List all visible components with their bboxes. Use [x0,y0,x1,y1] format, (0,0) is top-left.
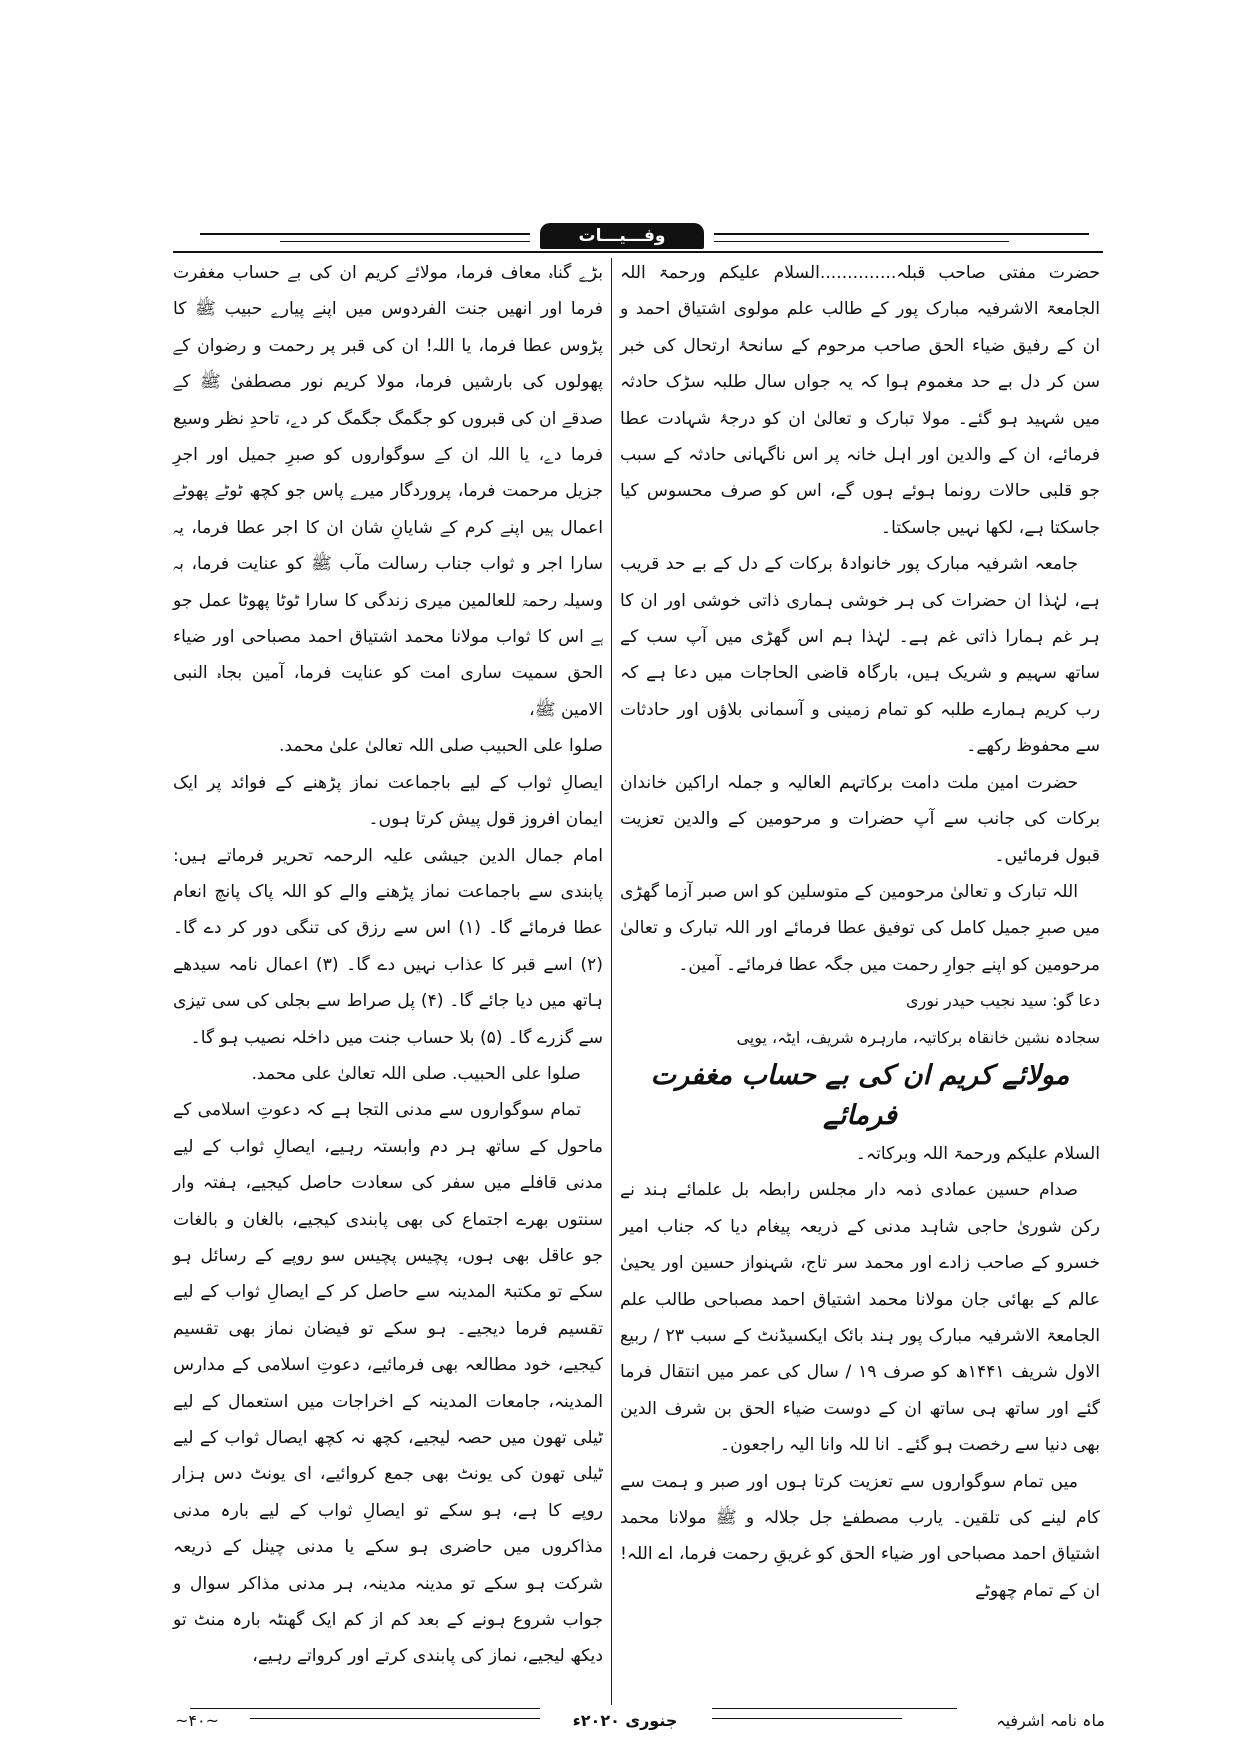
header-base-rule [173,251,1103,253]
header-rule-left-lower [280,241,530,242]
footer-rule-right-lower [712,1718,902,1719]
right-paragraph-7: میں تمام سوگواروں سے تعزیت کرتا ہوں اور صبر و ہمت سے کام لینے کی تلقین۔ یارب مصطفےٰ جل جلالہ و ﷺ مولانا محمد اشتیاق احمد مصباحی اور ضیاء الحق کو غریقِ رحمت فرما، اے اللہ! ان کے تمام چھوٹے [620,1471,1100,1601]
section-heading-banner: مولائے کریم ان کی بے حساب مغفرت فرمائے [650,1059,1070,1131]
footer-rule-left-lower [250,1718,540,1719]
footer-rule-right [712,1708,957,1709]
right-paragraph-1: حضرت مفتی صاحب قبلہ..............السلام علیکم ورحمۃ اللہ الجامعۃ الاشرفیہ مبارک پور کے طالب علم مولوی اشتیاق احمد و ان کے رفیق ضیاء الحق صاحب مرحوم کے سانحۂ ارتحال کی خبر سن کر دل بے حد مغموم ہوا کہ یہ جواں سال طلبہ سڑک حادثہ میں شہید ہو گئے۔ مولا تبارک و تعالیٰ ان کو درجۂ شہادت عطا فرمائے، ان کے والدین اور اہل خانہ پر اس ناگہانی حادثہ کے سبب جو قلبی حالات رونما ہوئے ہوں گے، اس کو صرف محسوس کیا جاسکتا ہے، لکھا نہیں جاسکتا۔ [620,263,1100,538]
header-rule-left [200,233,530,235]
footer-rule-left [190,1708,540,1709]
left-column [173,255,603,1675]
right-paragraph-4: اللہ تبارک و تعالیٰ مرحومین کے متوسلین کو اس صبر آزما گھڑی میں صبرِ جمیل کامل کی توفیق عطا فرمائے اور اللہ تبارک و تعالیٰ مرحومین کو اپنے جوارِ رحمت میں جگہ عطا فرمائے۔ آمین۔ [620,881,1100,975]
footer-issue-date: جنوری ۲۰۲۰ء [572,1711,678,1730]
left-paragraph-3: امام جمال الدین جیشی علیہ الرحمہ تحریر فرماتے ہیں: پابندی سے باجماعت نماز پڑھنے والے کو اللہ پاک پانچ انعام عطا فرمائے گا۔ (۱) اس سے رزق کی تنگی دور کر دے گا۔ (۲) اسے قبر کا عذاب نہیں دے گا۔ (۳) اعمال نامہ سیدھے ہاتھ میں دیا جائے گا۔ (۴) پل صراط سے بجلی کی سی تیزی سے گزرے گا۔ (۵) بلا حساب جنت میں داخلہ نصیب ہو گا۔ [173,845,603,1048]
section-title: وفـــیـــات [578,226,666,246]
left-durood-2: صلوا علی الحبیب. صلی اللہ تعالیٰ علی محمد. [251,1063,581,1084]
left-paragraph-1: بڑے گناہ معاف فرما، مولائے کریم ان کی بے حساب مغفرت فرما اور انھیں جنت الفردوس میں اپنے پیارے حبیب ﷺ کا پڑوس عطا فرما، یا اللہ! ان کی قبر پر رحمت و رضوان کے پھولوں کی بارشیں فرما، مولا کریم نور مصطفیٰ ﷺ کے صدقے ان کی قبروں کو جگمگ جگمگ کر دے، تاحدِ نظر وسیع فرما دے، یا اللہ ان کے سوگواروں کو صبرِ جمیل اور اجرِ جزیل مرحمت فرما، پروردگار میرے پاس جو کچھ ٹوٹے پھوٹے اعمال ہیں اپنے کرم کے شایانِ شان ان کا اجر عطا فرما، یہ سارا اجر و ثواب جناب رسالت مآب ﷺ کو عنایت فرما، بہ وسیلہ رحمۃ للعالمین میری زندگی کا سارا ٹوٹا پھوٹا عمل جو ہے اس کا ثواب مولانا محمد اشتیاق احمد مصباحی اور ضیاء الحق سمیت ساری امت کو عنایت فرما، آمین بجاہ النبی الامین ﷺ، [173,263,603,720]
page-number: ~۴۰~ [175,1711,219,1730]
left-paragraph-4: تمام سوگواروں سے مدنی التجا ہے کہ دعوتِ اسلامی کے ماحول کے ساتھ ہر دم وابستہ رہیے، ایصالِ ثواب کے لیے مدنی قافلے میں سفر کی سعادت حاصل کیجیے، ہفتہ وار سنتوں بھرے اجتماع کی بھی پابندی کیجیے، بالغان و بالغات جو عاقل بھی ہوں، پچیس پچیس سو روپے کے رسائل ہو سکے تو مکتبۃ المدینہ سے حاصل کر کے ایصالِ ثواب کے لیے تقسیم فرما دیجیے۔ ہو سکے تو فیضان نماز بھی تقسیم کیجیے، خود مطالعہ بھی فرمائیے، دعوتِ اسلامی کے مدارس المدینہ، جامعات المدینہ کے اخراجات میں استعمال کے لیے ٹیلی تھون میں حصہ لیجیے، کچھ نہ کچھ ایصال ثواب کے لیے ٹیلی تھون کی یونٹ بھی جمع کروائیے، ای یونٹ دس ہزار روپے کا ہے، ہو سکے تو ایصالِ ثواب کے لیے بارہ مدنی مذاکروں میں حاضری ہو سکے یا مدنی چینل کے ذریعہ شرکت ہو سکے تو مدینہ مدینہ، ہر مدنی مذاکر سوال و جواب شروع ہونے کے بعد کم از کم ایک گھنٹہ بارہ منٹ تو دیکھ لیجیے، نماز کی پابندی کرتے اور کرواتے رہیے، [173,1100,603,1667]
signature-name: دعا گو: سید نجیب حیدر نوری [905,991,1100,1011]
header-rule-right-lower [714,241,1009,242]
header-rule-right [714,233,1089,235]
footer-magazine-name: ماہ نامہ اشرفیہ [996,1711,1105,1730]
signature-title: سجادہ نشین خانقاہ برکاتیہ، مارہرہ شریف، ایٹہ، یوپی [736,1027,1100,1047]
right-paragraph-2: جامعہ اشرفیہ مبارک پور خانوادۂ برکات کے دل کے بے حد قریب ہے، لہٰذا ان حضرات کی ہر خوشی ہماری ذاتی خوشی اور ان کا ہر غم ہمارا ذاتی غم ہے۔ لہٰذا ہم اس گھڑی میں آپ سب کے ساتھ سہیم و شریک ہیں، بارگاہ قاضی الحاجات میں دعا ہے کہ رب کریم ہمارے طلبہ کو تمام زمینی و آسمانی بلاؤں اور حادثات سے محفوظ رکھے۔ [620,554,1100,757]
right-paragraph-3: حضرت امین ملت دامت برکاتہم العالیہ و جملہ اراکین خاندان برکات کی جانب سے آپ حضرات و مرحومین کے والدین تعزیت قبول فرمائیں۔ [620,772,1100,866]
left-paragraph-2: ایصالِ ثواب کے لیے باجماعت نماز پڑھنے کے فوائد پر ایک ایمان افروز قول پیش کرتا ہوں۔ [173,772,603,830]
right-paragraph-5: السلام علیکم ورحمۃ اللہ وبرکاتہ۔ [855,1143,1100,1164]
right-column [620,255,1100,1609]
column-divider [611,258,612,1705]
left-durood-1: صلوا علی الحبیب صلی اللہ تعالیٰ علیٰ محمد. [278,736,603,757]
right-paragraph-6: صدام حسین عمادی ذمہ دار مجلس رابطہ بل علمائے ہند نے رکن شوریٰ حاجی شاہد مدنی کے ذریعہ پیغام دیا کہ جناب امیر خسرو کے صاحب زادے اور محمد سر تاج، شہنواز حسین اور یحییٰ عالم کے بھائی جان مولانا محمد اشتیاق احمد مصباحی طالب علم الجامعۃ الاشرفیہ مبارک پور ہند بائک ایکسیڈنٹ کے سبب ۲۳ / ربیع الاول شریف ۱۴۴۱ھ کو صرف ۱۹ / سال کی عمر میں انتقال فرما گئے اور ساتھ ہی ساتھ ان کے دوست ضیاء الحق بن شرف الدین بھی دنیا سے رخصت ہو گئے۔ انا للہ وانا الیہ راجعون۔ [620,1180,1100,1456]
